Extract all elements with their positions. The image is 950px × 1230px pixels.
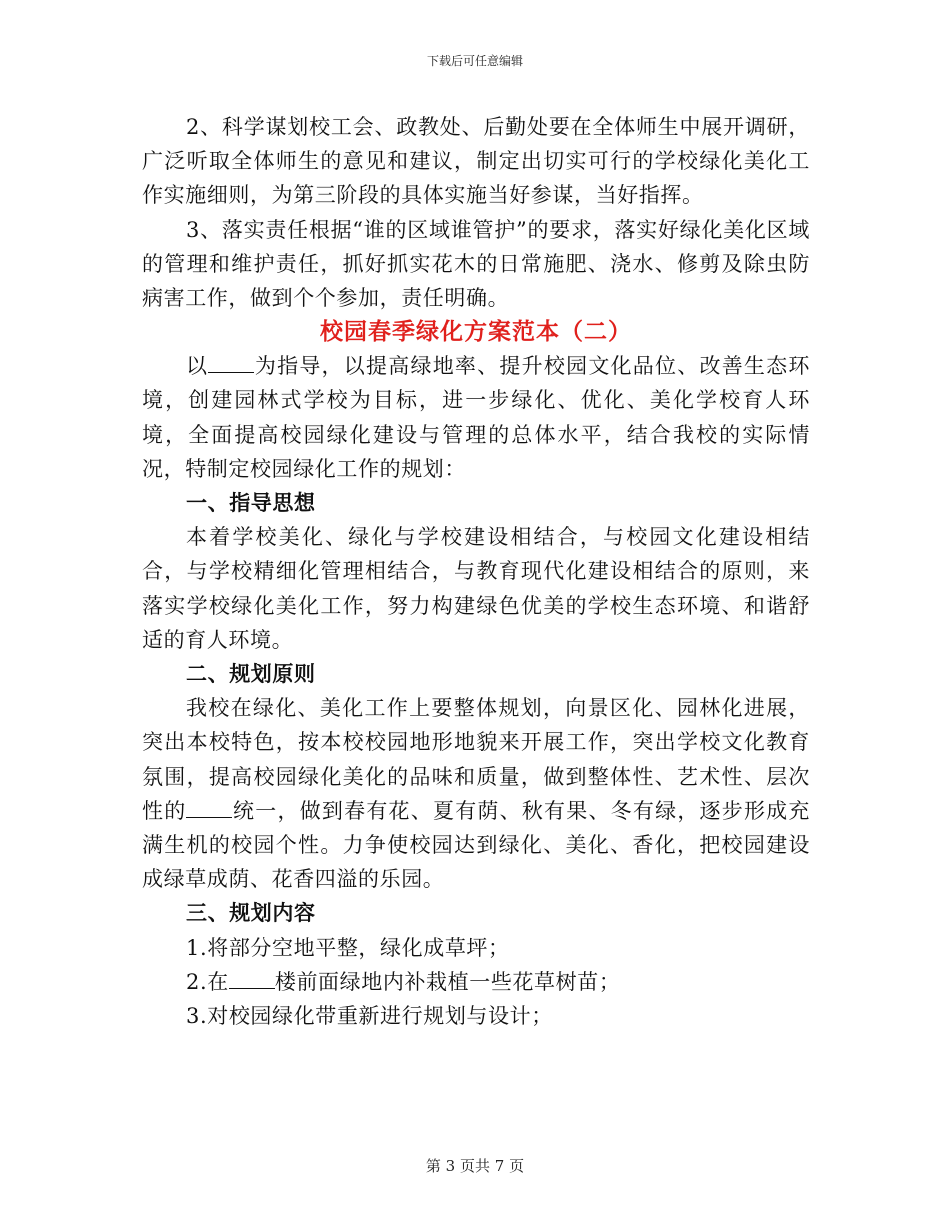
list-item-1: 1.将部分空地平整，绿化成草坪； (186, 935, 510, 960)
paragraph-item-3: 3、落实责任根据“谁的区域谁管护”的要求，落实好绿化美化区域的管理和维护责任，抓好抓实花木的日常施肥、浇水、修剪及除虫防病害工作，做到个个参加，责任明确。 (142, 217, 810, 311)
page-footer: 第 3 页共 7 页 (425, 1157, 525, 1175)
list-item-2 (142, 965, 810, 999)
section-heading-planning-principles: 二、规划原则 (186, 661, 316, 687)
principles-text-before: 我校在绿化、美化工作上要整体规划，向景区化、园林化进展，突出本校特色，按本校校园地形地貌来开展工作，突出学校文化教育氛围，提高校园绿化美化的品味和质量，做到整体性、艺术性、层次性的 (142, 696, 810, 823)
principles-text-after: 统一，做到春有花、夏有荫、秋有果、冬有绿，逐步形成充满生机的校园个性。力争使校园达到绿化、美化、香化，把校园建设成绿草成荫、花香四溢的乐园。 (142, 798, 810, 892)
paragraph-item-2: 2、科学谋划校工会、政教处、后勤处要在全体师生中展开调研，广泛听取全体师生的意见和建议，制定出切实可行的学校绿化美化工作实施细则，为第三阶段的具体实施当好参谋，当好指挥。 (142, 115, 810, 208)
list-item-3: 3.对校园绿化带重新进行规划与设计； (186, 1004, 553, 1029)
blank-line (186, 799, 232, 818)
blank-line (229, 970, 275, 989)
document-body (142, 110, 810, 1033)
item2-prefix: 2.在 (186, 969, 229, 994)
section-text-guiding-thought: 本着学校美化、绿化与学校建设相结合，与校园文化建设相结合，与学校精细化管理相结合，与教育现代化建设相结合的原则，来落实学校绿化美化工作，努力构建绿色优美的学校生态环境、和谐舒适的育人环境。 (142, 525, 810, 652)
document-title: 校园春季绿化方案范本（二） (320, 318, 632, 346)
section-text-planning-principles (142, 691, 810, 896)
section-heading-guiding-thought: 一、指导思想 (186, 490, 316, 516)
page-header: 下载后可任意编辑 (426, 54, 523, 68)
intro-paragraph (142, 349, 810, 486)
section-heading-planning-content: 三、规划内容 (186, 900, 316, 926)
item2-suffix: 楼前面绿地内补栽植一些花草树苗； (274, 969, 621, 994)
intro-suffix: 为指导，以提高绿地率、提升校园文化品位、改善生态环境，创建园林式学校为目标，进一步绿化、优化、美化学校育人环境，全面提高校园绿化建设与管理的总体水平，结合我校的实际情况，特制定校园绿化工作的规划： (142, 354, 810, 481)
intro-prefix: 以 (186, 354, 209, 379)
blank-line (208, 354, 254, 373)
